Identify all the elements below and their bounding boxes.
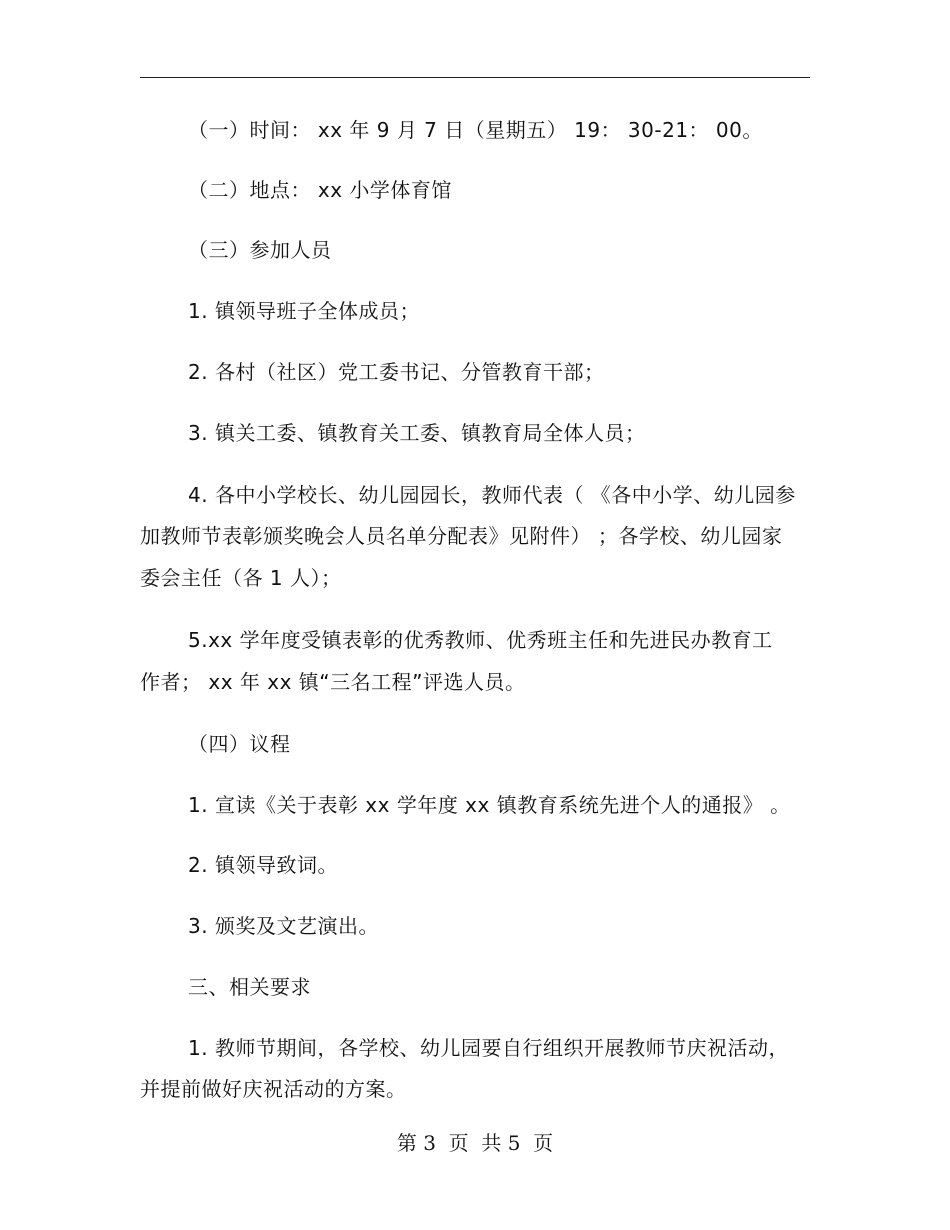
header-rule [140, 77, 810, 78]
participant-item-5-line-1: 5.xx 学年度受镇表彰的优秀教师、优秀班主任和先进民办教育工 [188, 628, 773, 652]
agenda-item-2: 2. 镇领导致词。 [188, 853, 338, 877]
section-location: （二）地点： xx 小学体育馆 [188, 178, 452, 202]
participant-item-5-line-2: 作者； xx 年 xx 镇“三名工程”评选人员。 [140, 670, 526, 694]
participant-item-4-line-3: 委会主任（各 1 人）； [140, 566, 342, 590]
page-number-footer: 第 3 页 共 5 页 [396, 1131, 554, 1155]
participant-item-3: 3. 镇关工委、镇教育关工委、镇教育局全体人员； [188, 421, 646, 445]
requirement-item-1-line-2: 并提前做好庆祝活动的方案。 [140, 1077, 407, 1101]
participant-item-1: 1. 镇领导班子全体成员； [188, 299, 420, 323]
participant-item-2: 2. 各村（社区）党工委书记、分管教育干部； [188, 360, 605, 384]
agenda-item-3: 3. 颁奖及文艺演出。 [188, 914, 379, 938]
participant-item-4-line-2: 加教师节表彰颁奖晚会人员名单分配表》见附件） ；各学校、幼儿园家 [140, 524, 783, 548]
section-agenda-heading: （四）议程 [188, 732, 291, 756]
section-time: （一）时间： xx 年 9 月 7 日（星期五） 19： 30-21： 00。 [188, 118, 763, 142]
section-requirements-heading: 三、相关要求 [188, 975, 311, 999]
requirement-item-1-line-1: 1. 教师节期间，各学校、幼儿园要自行组织开展教师节庆祝活动， [188, 1036, 789, 1060]
agenda-item-1: 1. 宣读《关于表彰 xx 学年度 xx 镇教育系统先进个人的通报》 。 [188, 793, 791, 817]
section-participants-heading: （三）参加人员 [188, 238, 332, 262]
participant-item-4-line-1: 4. 各中小学校长、幼儿园园长，教师代表（ 《各中小学、幼儿园参 [188, 483, 796, 507]
